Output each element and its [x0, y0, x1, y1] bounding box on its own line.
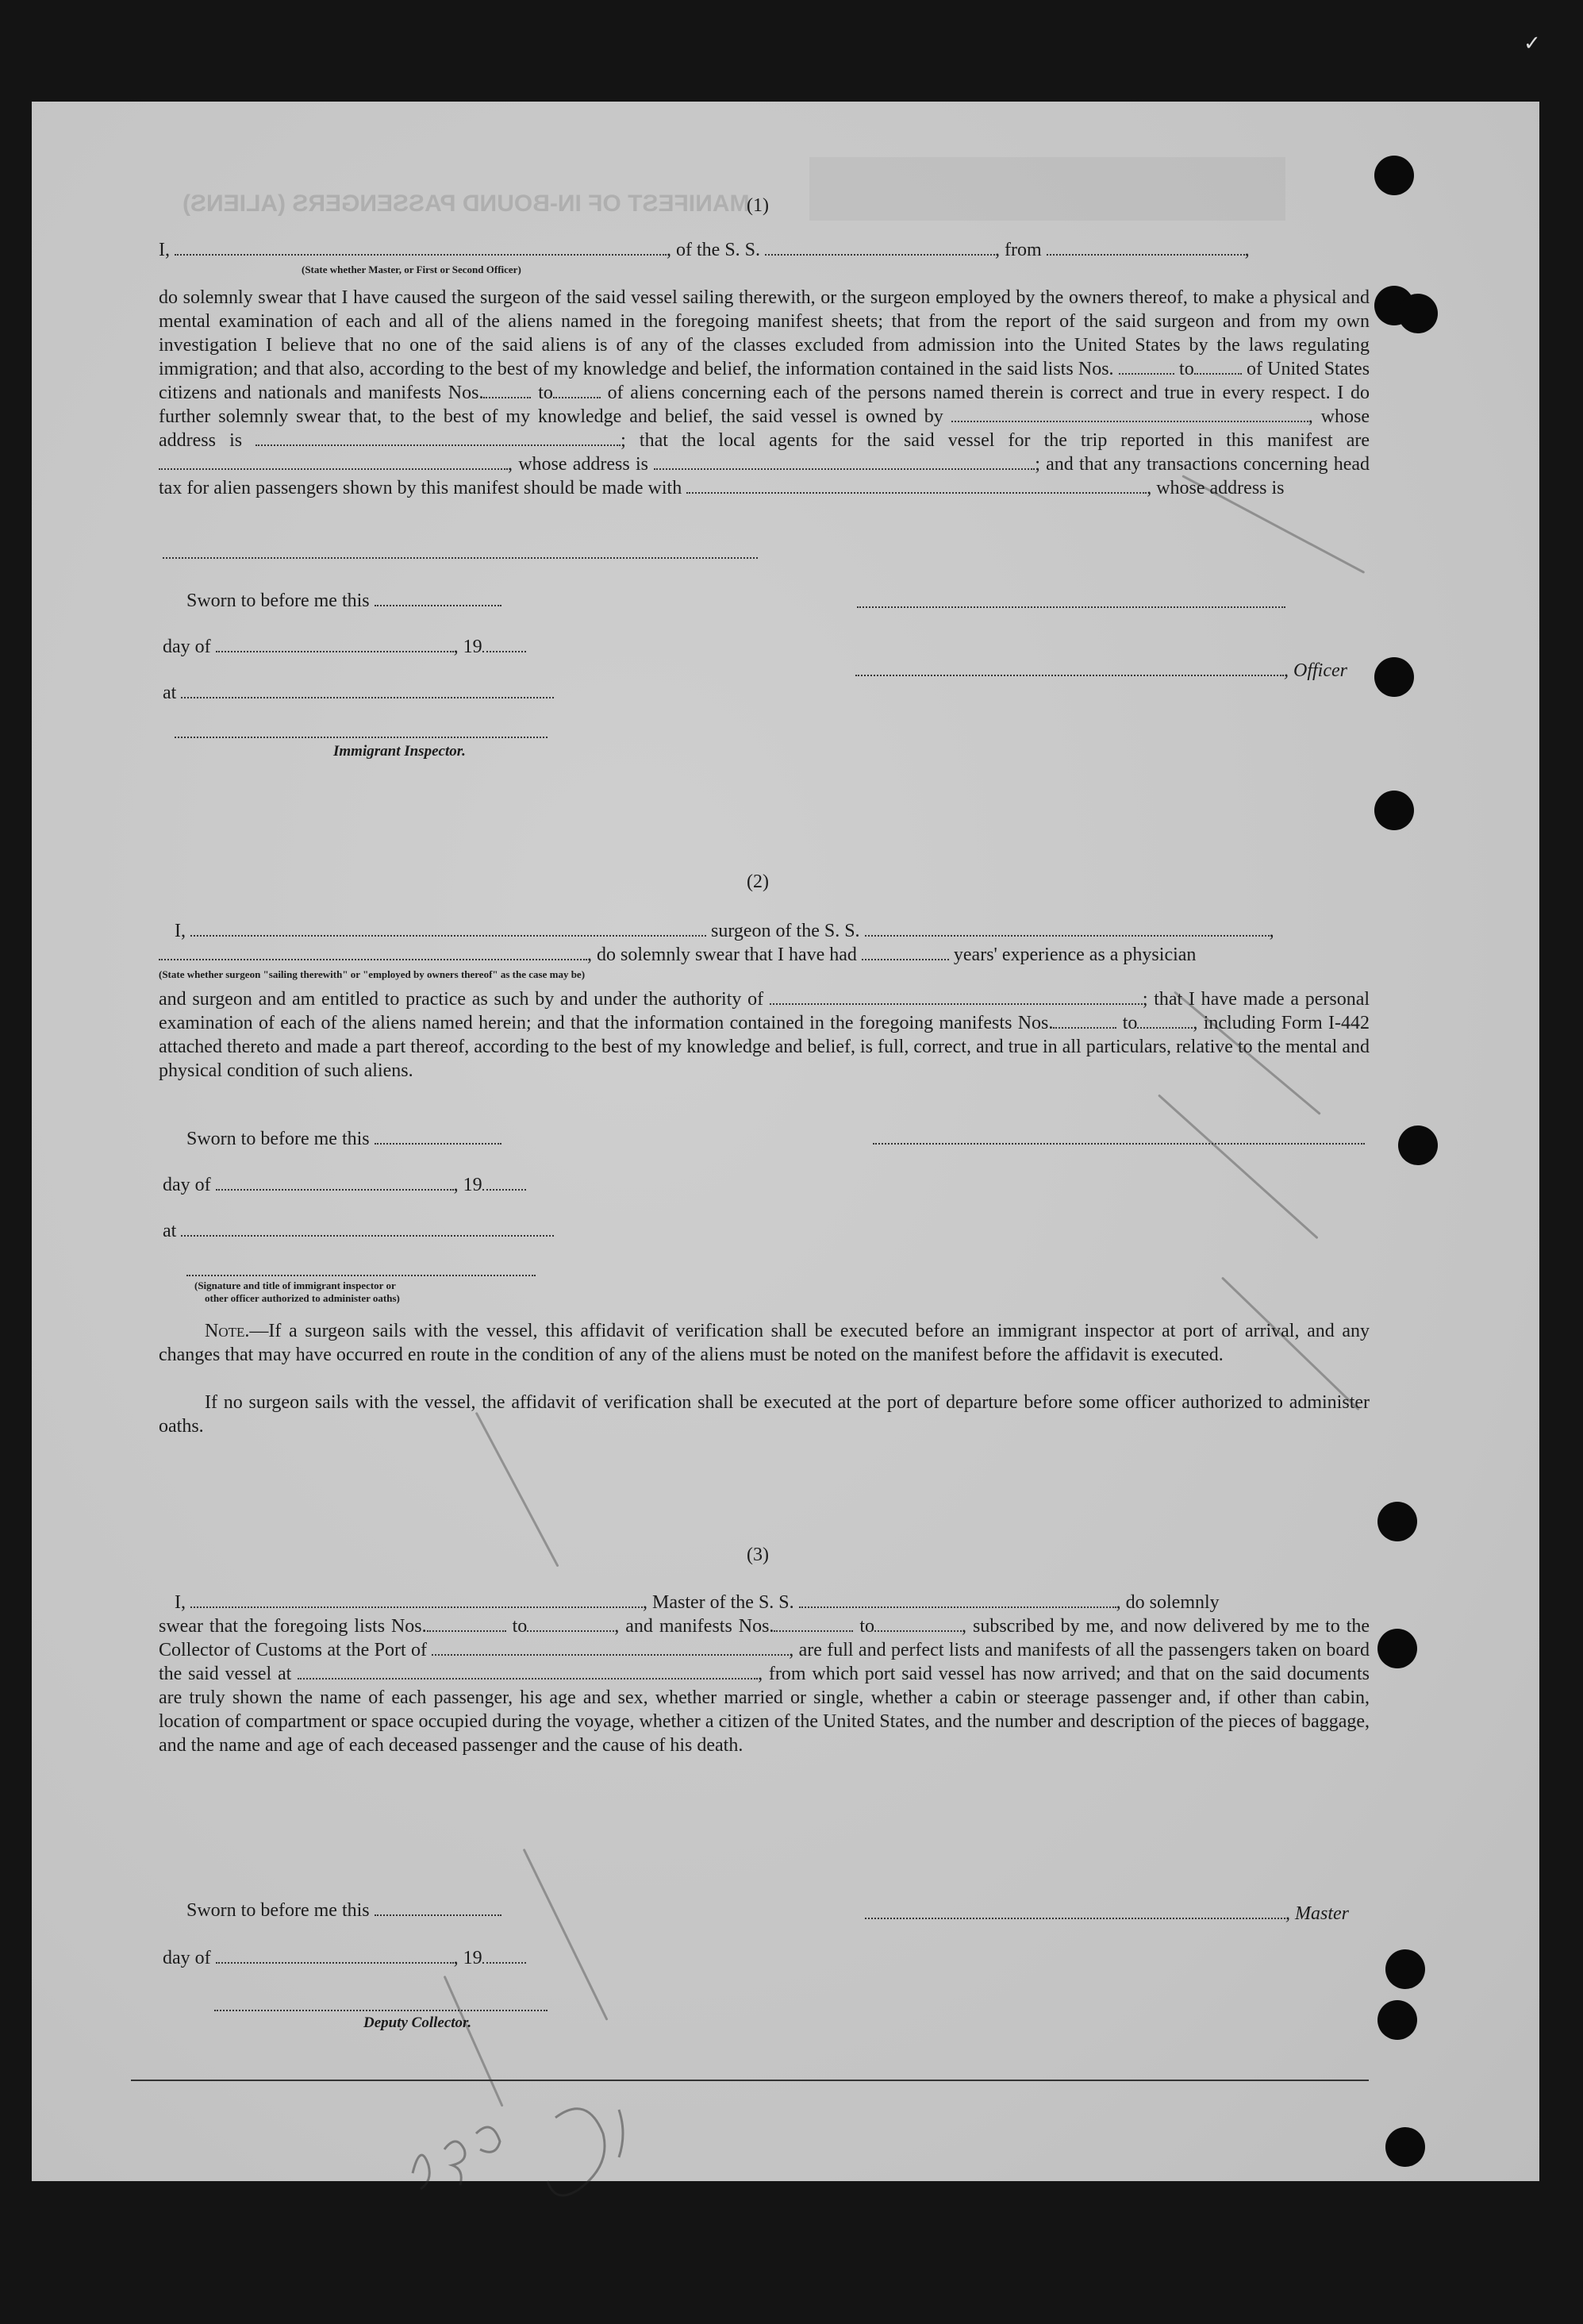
section-1-day-of: day of , 19	[163, 635, 526, 659]
punch-hole	[1385, 1949, 1425, 1989]
section-1-from: , from	[995, 240, 1042, 260]
section-1-immigrant-inspector: Immigrant Inspector.	[333, 743, 466, 760]
punch-hole	[1377, 2000, 1417, 2040]
handwritten-annotation	[397, 2086, 682, 2221]
section-2-day-of: day of , 19	[163, 1173, 526, 1197]
section-2-line2: , do solemnly swear that I have had years' experience as a physician	[159, 943, 1196, 967]
punch-hole	[1377, 1629, 1417, 1668]
section-2-inspector-signature-line[interactable]	[186, 1275, 536, 1276]
section-1-signature-line[interactable]	[857, 606, 1285, 608]
document-page	[32, 102, 1539, 2181]
section-2-sig-caption-2: other officer authorized to administer oaths)	[205, 1292, 400, 1304]
section-3-number: (3)	[747, 1545, 769, 1565]
section-1-line1: I, , of the S. S. , from ,	[159, 240, 1250, 260]
section-1-inspector-signature-line[interactable]	[175, 737, 548, 738]
section-2-sig-caption-1: (Signature and title of immigrant inspector or	[194, 1279, 396, 1291]
punch-hole	[1385, 2127, 1425, 2167]
punch-hole	[1374, 156, 1414, 195]
pencil-stroke	[523, 1849, 609, 2021]
section-2-line1: I, surgeon of the S. S. ,	[175, 921, 1274, 941]
pencil-stroke	[1158, 1094, 1319, 1239]
bottom-rule	[131, 2080, 1369, 2081]
section-1-i: I,	[159, 240, 170, 260]
section-2-note: Note.—If a surgeon sails with the vessel, this affidavit of verification shall be executed before an immigrant inspector at port of arrival, and any changes that may have occurred en route in the condition of any of the aliens must be noted on the manifest before the affidavit is executed.	[159, 1321, 1370, 1365]
section-1-sworn: Sworn to before me this	[186, 589, 501, 613]
section-2-caption: (State whether surgeon "sailing therewith" or "employed by owners thereof" as the case may be)	[159, 968, 586, 980]
section-3-deputy-collector: Deputy Collector.	[363, 2014, 472, 2031]
punch-hole	[1398, 294, 1438, 333]
section-1-of-ss: , of the S. S.	[667, 240, 761, 260]
section-2-signature-line[interactable]	[873, 1143, 1365, 1145]
section-3-master: , Master	[865, 1902, 1349, 1926]
section-2-sworn: Sworn to before me this	[186, 1127, 501, 1151]
section-1-body: do solemnly swear that I have caused the surgeon of the said vessel sailing therewith, or the surgeon employed by the owners thereof, to make a physical and mental examination of each and all of the aliens named in the foregoing manifest sheets; that from the report of the said surgeon and from my own investigation I believe that no one of the said aliens is of any of the classes excluded from admission into the United States by the laws regulating immigration; and that also, according to the best of my knowledge and belief, the information contained in the said lists Nos. to of United States citizens and nationals and manifests Nos. to of aliens concerning each of the persons named therein is correct and true in every respect. I do further solemnly swear that, to the best of my knowledge and belief, the said vessel is owned by , whose address is ; that the local agents for the said vessel for the trip reported in this manifest are , whose address is ; and that any transactions concerning head tax for alien passengers shown by this manifest should be made with , whose address is	[159, 287, 1370, 498]
section-2-body: and surgeon and am entitled to practice as such by and under the authority of ; that I have made a personal examination of each of the aliens named herein; and that the information contained in the foregoing manifests Nos. to , including Form I-442 attached thereto and made a part thereof, according to the best of my knowledge and belief, is full, correct, and true in all particulars, relative to the mental and physical condition of such aliens.	[159, 989, 1370, 1081]
section-3-sworn: Sworn to before me this	[186, 1899, 501, 1922]
section-3-day-of: day of , 19	[163, 1946, 526, 1970]
section-3-collector-signature-line[interactable]	[214, 2010, 548, 2011]
punch-hole	[1398, 1125, 1438, 1165]
section-1-caption-officer: (State whether Master, or First or Second Officer)	[302, 264, 521, 275]
section-3-body: swear that the foregoing lists Nos. to , and manifests Nos. to , subscribed by me, and now delivered by me to the Collector of Customs at the Port of , are full and perfect lists and manifests of all the passengers taken on board the said vessel at , from which port said vessel has now arrived; and that on the said documents are truly shown the name of each passenger, his age and sex, whether married or single, whether a cabin or steerage passenger and, if other than cabin, location of compartment or space occupied during the voyage, whether a citizen of the United States, and the number and description of the pieces of baggage, and the name and age of each deceased passenger and the cause of his death.	[159, 1616, 1370, 1756]
section-2-note-2: If no surgeon sails with the vessel, the affidavit of verification shall be executed at the port of departure before some officer authorized to administer oaths.	[159, 1392, 1370, 1437]
punch-hole	[1374, 657, 1414, 697]
section-2-at: at	[163, 1219, 554, 1243]
punch-hole	[1377, 1502, 1417, 1541]
corner-mark: ✓	[1523, 32, 1541, 56]
section-2-number: (2)	[747, 872, 769, 892]
section-1-officer: , Officer	[855, 659, 1347, 683]
section-1-number: (1)	[747, 195, 769, 216]
section-3-line1: I, , Master of the S. S. , do solemnly	[175, 1592, 1220, 1613]
punch-hole	[1374, 791, 1414, 830]
note-label: Note	[205, 1321, 245, 1341]
bleed-through-header: MANIFEST OF IN-BOUND PASSENGERS (ALIENS)	[183, 190, 750, 217]
section-1-at: at	[163, 681, 554, 705]
